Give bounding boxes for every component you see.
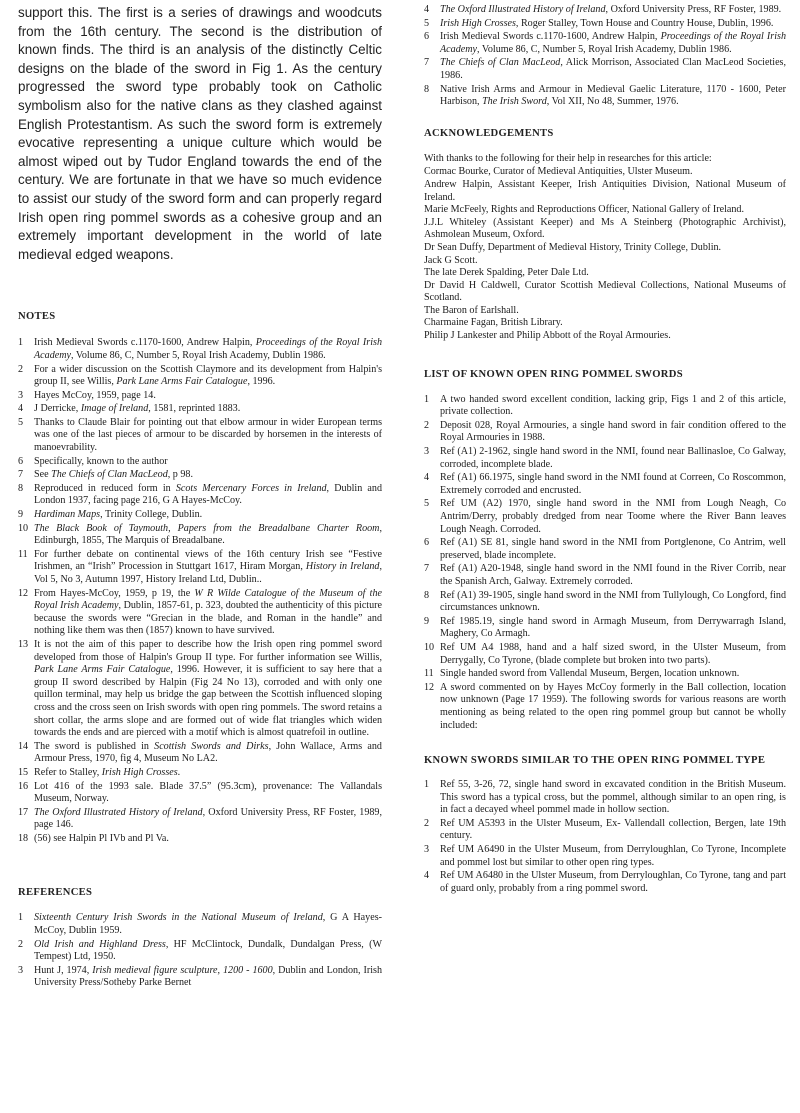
item-text xyxy=(34,639,382,740)
item-number: 14 xyxy=(18,740,29,752)
item-number: 4 xyxy=(424,472,430,484)
acknowledgement-line: Dr Sean Duffy, Department of Medieval History, Trinity College, Dublin. xyxy=(424,241,722,253)
item-text xyxy=(34,509,382,522)
similar-swords-list xyxy=(424,779,786,895)
item-title: Scots Mercenary Forces in Ireland xyxy=(175,482,327,494)
list-item xyxy=(18,364,382,389)
item-text-part: , John Wallace, Arms and Armour Press, 1970, fig 4, Museum No LA2. xyxy=(34,740,382,765)
list-item xyxy=(18,833,382,846)
acknowledgements-intro: With thanks to the following for their help in researches for this article: xyxy=(424,152,712,164)
item-text xyxy=(34,833,382,846)
item-text-part: , Vol XII, No 48, Summer, 1976. xyxy=(546,96,679,108)
item-number: 11 xyxy=(424,668,434,680)
item-text xyxy=(34,403,382,416)
item-text xyxy=(440,498,786,536)
list-item xyxy=(424,590,786,615)
item-title: Scottish Swords and Dirks xyxy=(154,740,269,752)
item-text-part: Ref UM A4 1988, hand and a half sized sword, in the Ulster Museum, from Derrygally, Co Tyrone, (blade complete but broken into two parts). xyxy=(440,641,786,666)
item-text xyxy=(440,84,786,109)
item-text xyxy=(34,588,382,638)
item-text xyxy=(440,394,786,419)
item-number: 1 xyxy=(18,912,24,924)
item-number: 1 xyxy=(424,393,430,405)
references-heading: REFERENCES xyxy=(18,887,93,899)
item-text xyxy=(440,420,786,445)
item-title: Hardiman Maps xyxy=(34,509,101,521)
item-number: 2 xyxy=(18,938,24,950)
list-item xyxy=(424,472,786,497)
item-title: The Black Book of Taymouth, Papers from the Breadalbane Charter Room xyxy=(34,522,380,534)
item-text xyxy=(34,781,382,806)
item-text-part: For a wider discussion on the Scottish Claymore and its development from Halpin's group II, see Willis, xyxy=(34,363,382,388)
item-text xyxy=(34,390,382,403)
item-number: 9 xyxy=(18,509,24,521)
item-number: 7 xyxy=(424,57,430,69)
list-item xyxy=(424,420,786,445)
item-number: 15 xyxy=(18,766,29,778)
item-number: 17 xyxy=(18,806,29,818)
item-number: 1 xyxy=(424,779,430,791)
item-text xyxy=(440,590,786,615)
list-item xyxy=(424,446,786,471)
item-number: 10 xyxy=(424,641,435,653)
item-text-part: Hayes McCoy, 1959, page 14. xyxy=(34,389,156,401)
item-text xyxy=(440,537,786,562)
item-text-part: , p 98. xyxy=(167,469,193,481)
item-text-part: , Vol 5, No 3, Autumn 1997, History Ireland Ltd, Dublin.. xyxy=(34,561,382,585)
list-item xyxy=(424,642,786,667)
item-text-part: From Hayes-McCoy, 1959, p 19, the xyxy=(34,587,195,599)
item-number: 6 xyxy=(18,455,24,467)
item-text xyxy=(440,844,786,869)
item-text-part: , Dublin and London, Irish University Press/Sotheby Parke Bernet xyxy=(34,964,383,989)
item-text-part: Native Irish Arms and Armour in Medieval Gaelic Literature, 1170 - 1600, Peter Harbison, xyxy=(440,83,786,108)
known-swords-heading: LIST OF KNOWN OPEN RING POMMEL SWORDS xyxy=(424,368,683,380)
item-text-part: Thanks to Claude Blair for pointing out that elbow armour in wider European terms was one of the last pieces of armour to be discarded by horsemen in the interests of manoevrability. xyxy=(34,416,382,454)
item-text-part: See xyxy=(34,469,52,481)
list-item xyxy=(424,537,786,562)
list-item xyxy=(424,779,786,817)
item-text-part: (56) see Halpin Pl IVb and Pl Va. xyxy=(34,832,169,844)
list-item xyxy=(18,337,382,362)
list-item xyxy=(18,523,382,548)
item-text-part: Lot 416 of the 1993 sale. Blade 37.5” (95.3cm), provenance: The Vallandals Museum, Norway. xyxy=(34,780,382,805)
item-text-part: , 1996. xyxy=(247,376,276,388)
item-text xyxy=(440,57,786,82)
list-item xyxy=(18,741,382,766)
item-text xyxy=(34,337,382,362)
item-text xyxy=(440,472,786,497)
item-title: The Chiefs of Clan MacLeod xyxy=(51,469,168,481)
item-text-part: Single handed sword from Vallendal Museum, Bergen, location unknown. xyxy=(440,668,740,680)
item-text-part: The sword is published in xyxy=(34,740,155,752)
item-text-part: A sword commented on by Hayes McCoy formerly in the Ball collection, location now unknown (Page 17 1959). The following swords for various reasons are worth mentioning as being related to the open ring pommel group but cannot be wholly included: xyxy=(440,681,786,731)
list-item xyxy=(18,483,382,508)
item-text xyxy=(440,18,786,31)
item-text-part: , Volume 86, C, Number 5, Royal Irish Academy, Dublin 1986. xyxy=(477,43,732,55)
acknowledgement-line: J.J.L Whiteley (Assistant Keeper) and Ms A Steinberg (Photographic Archivist), Ashmolean Museum, Oxford. xyxy=(424,216,786,241)
list-item xyxy=(18,781,382,806)
item-text-part: Ref UM (A2) 1970, single hand sword in the NMI from Lough Neagh, Co Antrim/Derry, probably dredged from near Toome where the River Bann leaves Lough Neagh. Corroded. xyxy=(440,498,786,535)
list-item xyxy=(424,844,786,869)
notes-heading: NOTES xyxy=(18,311,56,323)
item-text-part: Ref UM A6490 in the Ulster Museum, from Derryloughlan, Co Tyrone, Incomplete and pommel lost but similar to other open ring types. xyxy=(440,844,786,868)
item-text-part: A two handed sword excellent condition, lacking grip, Figs 1 and 2 of this article, private collection. xyxy=(440,393,786,418)
item-text xyxy=(34,523,382,548)
references-list xyxy=(18,912,382,990)
item-text-part: Ref (A1) 39-1905, single hand sword in the NMI from Tullylough, Co Longford, find circumstances unknown. xyxy=(440,589,786,614)
list-item xyxy=(18,588,382,638)
list-item xyxy=(424,18,786,31)
item-text-part: Ref (A1) A20-1948, single hand sword in the NMI found in the River Corrib, near the Spanish Arch, Galway. Extremely corroded. xyxy=(440,563,786,587)
item-text-part: , G A Hayes-McCoy, Dublin 1959. xyxy=(34,912,382,937)
item-number: 1 xyxy=(18,337,24,349)
item-title: Old Irish and Highland Dress xyxy=(34,938,166,950)
item-text xyxy=(34,912,382,937)
acknowledgement-line: Cormac Bourke, Curator of Medieval Antiquities, Ulster Museum. xyxy=(424,166,693,178)
list-item xyxy=(424,4,786,17)
item-text xyxy=(440,446,786,471)
item-number: 3 xyxy=(18,964,24,976)
acknowledgement-line: Charmaine Fagan, British Library. xyxy=(424,317,563,329)
item-number: 7 xyxy=(424,563,430,575)
acknowledgement-line: Marie McFeely, Rights and Reproductions Officer, National Gallery of Ireland. xyxy=(424,204,744,216)
item-text-part: Specifically, known to the author xyxy=(34,455,168,467)
item-text xyxy=(440,616,786,641)
list-item xyxy=(18,456,382,469)
known-swords-list xyxy=(424,394,786,732)
item-text xyxy=(34,417,382,455)
item-text-part: , Oxford University Press, RF Foster, 1989. xyxy=(605,4,782,15)
item-text-part: For further debate on continental views of the 16th century Irish see “Festive Irishmen, an “Irish” Procession in Stuttgart 1617, Hiram Morgan, xyxy=(34,548,382,573)
item-number: 4 xyxy=(424,4,430,15)
item-text-part: Ref UM A5393 in the Ulster Museum, Ex- Vallendall collection, Bergen, late 19th century. xyxy=(440,817,786,842)
item-text xyxy=(440,870,786,895)
acknowledgement-line: Dr David H Caldwell, Curator Scottish Medieval Collections, National Museums of Scotland. xyxy=(424,279,786,304)
list-item xyxy=(424,84,786,109)
item-text-part: , Edinburgh, 1855, The Marquis of Breadalbane. xyxy=(34,522,382,547)
item-text-part: , Trinity College, Dublin. xyxy=(100,509,203,521)
acknowledgement-line: Jack G Scott. xyxy=(424,254,478,266)
item-text-part: Hunt J, 1974, xyxy=(34,964,93,976)
item-number: 10 xyxy=(18,522,29,534)
item-text-part: , Volume 86, C, Number 5, Royal Irish Academy, Dublin 1986. xyxy=(71,349,326,361)
item-number: 3 xyxy=(424,844,430,856)
list-item xyxy=(18,469,382,482)
item-number: 11 xyxy=(18,548,28,560)
similar-swords-heading: KNOWN SWORDS SIMILAR TO THE OPEN RING POMMEL TYPE xyxy=(424,755,766,767)
item-text xyxy=(440,642,786,667)
item-number: 8 xyxy=(424,83,430,95)
item-text xyxy=(440,682,786,732)
acknowledgements-list xyxy=(424,166,786,342)
list-item xyxy=(424,57,786,82)
list-item xyxy=(18,912,382,937)
item-text-part: Ref (A1) SE 81, single hand sword in the NMI from Portglenone, Co Antrim, well preserved, blade incomplete. xyxy=(440,537,786,561)
item-text-part: Irish Medieval Swords c.1170-1600, Andrew Halpin, xyxy=(440,31,661,43)
list-item xyxy=(18,807,382,832)
item-text-part: J Derricke, xyxy=(34,403,81,415)
item-title: Proceedings of the Royal Irish Academy xyxy=(440,31,787,55)
item-number: 4 xyxy=(424,870,430,882)
item-text-part: , 1581, reprinted 1883. xyxy=(148,403,241,415)
item-text-part: Ref (A1) 2-1962, single hand sword in the NMI, found near Ballinasloe, Co Galway, corroded, incomplete blade. xyxy=(440,446,786,470)
item-text-part: Ref UM A6480 in the Ulster Museum, from Derryloughlan, Co Tyrone, tang and part of guard only, probably from a ring pommel sword. xyxy=(440,870,786,894)
item-text xyxy=(34,939,382,964)
item-text-part: Irish Medieval Swords c.1170-1600, Andrew Halpin, xyxy=(34,337,256,349)
item-text-part: Reproduced in reduced form in xyxy=(34,482,176,494)
item-text-part: Ref 1985.19, single hand sword in Armagh Museum, from Derrywarragh Island, Maghery, Co Armagh. xyxy=(440,615,786,640)
item-number: 8 xyxy=(18,482,24,494)
item-number: 2 xyxy=(424,817,430,829)
item-text xyxy=(34,469,382,482)
list-item xyxy=(18,403,382,416)
item-title: Image of Ireland xyxy=(80,403,149,415)
item-text-part: . xyxy=(177,766,181,778)
item-text xyxy=(440,4,786,17)
list-item xyxy=(424,870,786,895)
item-text-part: , Dublin, 1857-61, p. 323, doubted the authenticity of this picture because the swords were “Grecian in the blade, and Roman in the handle” and nothing like them was then (1857) known to have survived. xyxy=(34,600,382,637)
list-item xyxy=(424,394,786,419)
list-item xyxy=(424,498,786,536)
item-title: The Irish Sword xyxy=(482,96,547,108)
item-title: Park Lane Arms Fair Catalogue xyxy=(34,664,171,676)
item-text xyxy=(34,741,382,766)
item-title: Irish High Crosses xyxy=(440,17,516,29)
item-text-part: Ref (A1) 66.1975, single hand sword in the NMI found at Correen, Co Roscommon, Extremely corroded and encrusted. xyxy=(440,472,786,496)
list-item xyxy=(424,818,786,843)
list-item xyxy=(18,965,382,990)
item-number: 8 xyxy=(424,589,430,601)
item-text xyxy=(34,483,382,508)
item-number: 5 xyxy=(424,498,430,510)
item-text-part: It is not the aim of this paper to describe how the Irish open ring pommel sword developed from those of Halpin's Group II type. For further information see Willis, xyxy=(34,638,382,663)
item-number: 4 xyxy=(18,403,24,415)
item-text xyxy=(34,456,382,469)
list-item xyxy=(424,616,786,641)
item-number: 3 xyxy=(424,446,430,458)
item-text xyxy=(34,807,382,832)
item-text-part: , Dublin and London 1937, facing page 216, G A Hayes-McCoy. xyxy=(34,482,383,507)
acknowledgement-line: Andrew Halpin, Assistant Keeper, Irish Antiquities Division, National Museum of Ireland. xyxy=(424,178,786,203)
item-title: W R Wilde Catalogue of the Museum of the Royal Irish Academy xyxy=(34,587,382,612)
list-item xyxy=(18,509,382,522)
item-number: 12 xyxy=(424,681,435,693)
item-text xyxy=(440,563,786,588)
item-title: Park Lane Arms Fair Catalogue xyxy=(116,376,248,388)
list-item xyxy=(424,31,786,56)
item-number: 13 xyxy=(18,638,29,650)
item-number: 5 xyxy=(18,416,24,428)
item-text-part: Deposit 028, Royal Armouries, a single hand sword in fair condition offered to the Royal Armouries in 1988. xyxy=(440,419,786,444)
item-text-part: , Oxford University Press, RF Foster, 1989, page 146. xyxy=(34,806,382,831)
list-item xyxy=(424,668,786,681)
item-number: 7 xyxy=(18,469,24,481)
item-title: The Oxford Illustrated History of Ireland xyxy=(440,4,606,15)
list-item xyxy=(424,682,786,732)
acknowledgements-heading: ACKNOWLEDGEMENTS xyxy=(424,127,554,139)
item-number: 16 xyxy=(18,780,29,792)
list-item xyxy=(18,390,382,403)
list-item xyxy=(18,417,382,455)
item-number: 9 xyxy=(424,615,430,627)
item-number: 3 xyxy=(18,389,24,401)
list-item xyxy=(424,563,786,588)
item-text-part: , Alick Morrison, Associated Clan MacLeod Societies, 1986. xyxy=(440,57,786,81)
item-text xyxy=(440,668,786,681)
right-column xyxy=(424,4,786,896)
item-number: 2 xyxy=(18,363,24,375)
item-number: 6 xyxy=(424,31,430,43)
item-text xyxy=(440,818,786,843)
item-text xyxy=(34,965,382,990)
left-column xyxy=(18,4,382,991)
acknowledgement-line: The late Derek Spalding, Peter Dale Ltd. xyxy=(424,267,589,279)
references-list-continued xyxy=(424,4,786,109)
intro-paragraph: support this. The first is a series of drawings and woodcuts from the 16th century. The second is the distribution of known finds. The third is an analysis of the distinctly Celtic designs on the blade of the sword in Fig 1. As the century progressed the sword type probably took on Catholic symbolism also for the native clans as they clashed against English Protestantism. As such the sword form is extremely evocative representing a unique culture which would be almost wiped out by Tudor England towards the end of the century. We are fortunate in that we have so much evidence to assist our study of the sword form and can properly regard Irish open ring pommel swords as a cohesive group and an extremely important development in the world of late medieval edged weapons. xyxy=(18,5,382,262)
item-text xyxy=(440,31,786,56)
item-number: 18 xyxy=(18,832,29,844)
item-text xyxy=(440,779,786,817)
notes-list xyxy=(18,337,382,845)
item-title: Sixteenth Century Irish Swords in the National Museum of Ireland xyxy=(34,912,323,924)
item-text-part: , 1996. However, it is sufficient to say here that a group II sword described by Halpin (Fig 24 No 13), corroded and with only one quillon terminal, may help us bridge the gap between the Scottish influenced sloping cross and the cross seen on Irish swords with open ring pommels. The sword retains a short collar, the arms slope and are formed out of wide flat triangles which widen towards the ends and are pierced with a motif which is almost quatrefoil in outline. xyxy=(34,664,382,739)
item-text-part: Ref 55, 3-26, 72, single hand sword in excavated condition in the British Museum. This sword has a typical cross, but the pommel, although similar to an open ring, is in fact a decayed wheel pommel made in hollow section. xyxy=(440,779,786,816)
item-number: 2 xyxy=(424,419,430,431)
item-text xyxy=(34,549,382,587)
acknowledgement-line: The Baron of Earlshall. xyxy=(424,304,519,316)
item-number: 6 xyxy=(424,537,430,549)
list-item xyxy=(18,767,382,780)
item-text xyxy=(34,364,382,389)
list-item xyxy=(18,639,382,740)
item-text-part: Refer to Stalley, xyxy=(34,766,102,778)
item-title: Proceedings of the Royal Irish Academy xyxy=(34,337,383,361)
item-text xyxy=(34,767,382,780)
item-number: 12 xyxy=(18,587,29,599)
item-text-part: , HF McClintock, Dundalk, Dundalgan Press, (W Tempest) Ltd, 1950. xyxy=(34,938,382,963)
item-title: History in Ireland xyxy=(305,561,380,573)
list-item xyxy=(18,549,382,587)
item-title: The Oxford Illustrated History of Ireland xyxy=(34,806,203,818)
item-title: Irish High Crosses xyxy=(101,766,178,778)
list-item xyxy=(18,939,382,964)
item-title: The Chiefs of Clan MacLeod xyxy=(440,57,561,69)
item-number: 5 xyxy=(424,17,430,29)
acknowledgement-line: Philip J Lankester and Philip Abbott of the Royal Armouries. xyxy=(424,330,671,342)
item-title: Irish medieval figure sculpture, 1200 - 1600 xyxy=(92,964,273,976)
item-text-part: , Roger Stalley, Town House and Country House, Dublin, 1996. xyxy=(515,17,774,29)
